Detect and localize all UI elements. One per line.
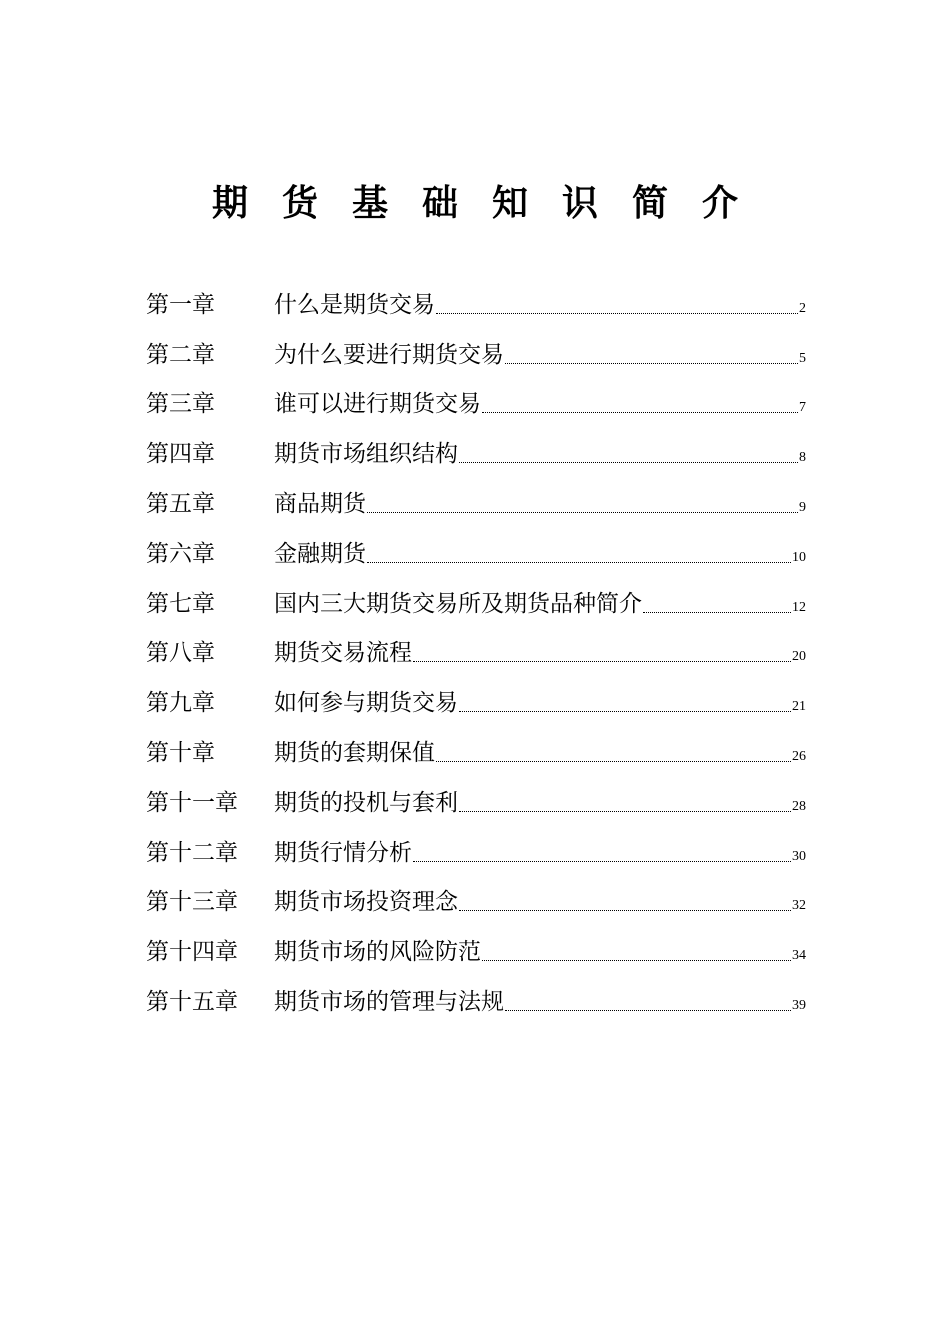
- toc-dot-leader: [459, 811, 791, 812]
- table-of-contents: [146, 276, 806, 1023]
- toc-page-number: 9: [799, 499, 806, 515]
- toc-entry[interactable]: [146, 575, 806, 625]
- toc-dot-leader: [459, 711, 791, 712]
- toc-chapter-number: 第六章: [146, 540, 215, 567]
- toc-dot-leader: [413, 861, 791, 862]
- toc-chapter-number: 第一章: [146, 291, 215, 318]
- toc-page-number: 30: [792, 848, 806, 864]
- toc-page-number: 39: [792, 997, 806, 1013]
- toc-page-number: 10: [792, 549, 806, 565]
- toc-dot-leader: [367, 562, 791, 563]
- toc-chapter-number: 第五章: [146, 490, 215, 517]
- toc-dot-leader: [367, 512, 798, 513]
- toc-page-number: 28: [792, 798, 806, 814]
- toc-page-number: 34: [792, 948, 806, 964]
- toc-entry[interactable]: [146, 674, 806, 724]
- toc-chapter-title: 什么是期货交易: [274, 291, 435, 318]
- document-title: 期货基础知识简介: [211, 182, 772, 224]
- toc-chapter-title: 金融期货: [274, 540, 366, 567]
- toc-chapter-title: 期货的套期保值: [274, 739, 435, 766]
- toc-dot-leader: [482, 960, 791, 961]
- toc-entry[interactable]: [146, 824, 806, 874]
- toc-entry[interactable]: [146, 973, 806, 1023]
- toc-chapter-number: 第十章: [146, 739, 215, 766]
- toc-entry[interactable]: [146, 525, 806, 575]
- toc-entry[interactable]: [146, 874, 806, 924]
- toc-page-number: 21: [792, 699, 806, 715]
- toc-dot-leader: [643, 612, 791, 613]
- toc-entry[interactable]: [146, 425, 806, 475]
- toc-chapter-number: 第七章: [146, 590, 215, 617]
- toc-chapter-number: 第十一章: [146, 789, 238, 816]
- toc-page-number: 2: [799, 300, 806, 316]
- toc-chapter-title: 期货市场的风险防范: [274, 939, 481, 966]
- toc-dot-leader: [459, 462, 798, 463]
- toc-chapter-number: 第八章: [146, 640, 215, 667]
- toc-chapter-title: 期货交易流程: [274, 640, 412, 667]
- toc-entry[interactable]: [146, 923, 806, 973]
- toc-chapter-title: 期货市场的管理与法规: [274, 988, 504, 1015]
- toc-chapter-number: 第四章: [146, 441, 215, 468]
- toc-entry[interactable]: [146, 475, 806, 525]
- toc-chapter-title: 为什么要进行期货交易: [274, 341, 504, 368]
- toc-page-number: 5: [799, 350, 806, 366]
- toc-chapter-title: 谁可以进行期货交易: [274, 391, 481, 418]
- toc-page-number: 26: [792, 748, 806, 764]
- toc-chapter-title: 如何参与期货交易: [274, 690, 458, 717]
- toc-chapter-title: 期货的投机与套利: [274, 789, 458, 816]
- toc-chapter-number: 第二章: [146, 341, 215, 368]
- toc-entry[interactable]: [146, 625, 806, 675]
- toc-page-number: 8: [799, 450, 806, 466]
- toc-page-number: 12: [792, 599, 806, 615]
- toc-chapter-number: 第三章: [146, 391, 215, 418]
- toc-chapter-title: 国内三大期货交易所及期货品种简介: [274, 590, 642, 617]
- toc-dot-leader: [482, 412, 798, 413]
- toc-chapter-title: 期货市场投资理念: [274, 889, 458, 916]
- toc-page-number: 7: [799, 400, 806, 416]
- toc-chapter-title: 期货市场组织结构: [274, 441, 458, 468]
- toc-chapter-title: 期货行情分析: [274, 839, 412, 866]
- toc-page-number: 32: [792, 898, 806, 914]
- toc-dot-leader: [413, 661, 791, 662]
- toc-dot-leader: [436, 761, 791, 762]
- toc-entry[interactable]: [146, 774, 806, 824]
- toc-chapter-number: 第十二章: [146, 839, 238, 866]
- toc-dot-leader: [505, 1010, 791, 1011]
- toc-entry[interactable]: [146, 376, 806, 426]
- toc-entry[interactable]: [146, 724, 806, 774]
- toc-chapter-number: 第十五章: [146, 988, 238, 1015]
- toc-entry[interactable]: [146, 276, 806, 326]
- toc-dot-leader: [436, 313, 798, 314]
- toc-chapter-number: 第十三章: [146, 889, 238, 916]
- toc-page-number: 20: [792, 649, 806, 665]
- toc-chapter-number: 第十四章: [146, 939, 238, 966]
- toc-dot-leader: [459, 910, 791, 911]
- toc-entry[interactable]: [146, 326, 806, 376]
- toc-dot-leader: [505, 363, 798, 364]
- toc-chapter-number: 第九章: [146, 690, 215, 717]
- toc-chapter-title: 商品期货: [274, 490, 366, 517]
